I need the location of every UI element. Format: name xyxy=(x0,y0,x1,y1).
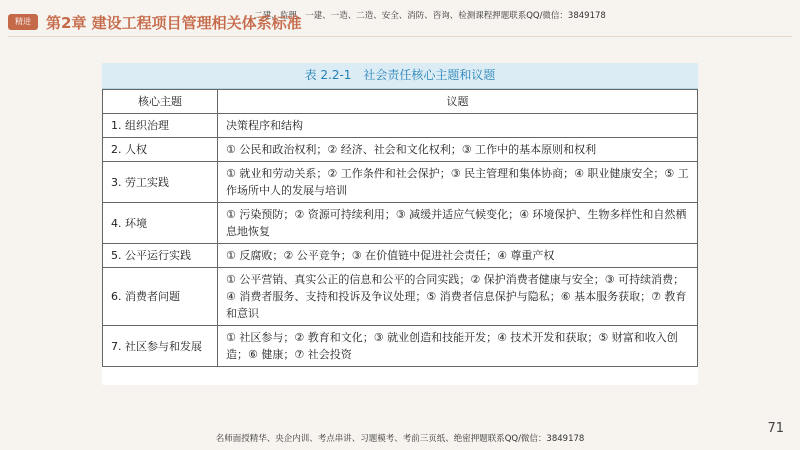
issues-cell: ① 污染预防；② 资源可持续利用；③ 减缓并适应气候变化；④ 环境保护、生物多样性和自然栖息地恢复 xyxy=(218,203,698,244)
topic-cell: 3. 劳工实践 xyxy=(103,162,218,203)
table-header-row xyxy=(103,90,698,114)
table-row xyxy=(103,138,698,162)
bottom-watermark: 名师面授精华、央企内训、考点串讲、习题模考、考前三页纸、绝密押题联系QQ/微信：3849178 xyxy=(215,434,585,444)
table-row xyxy=(103,114,698,138)
column-header-topic: 核心主题 xyxy=(103,90,218,114)
topic-cell: 2. 人权 xyxy=(103,138,218,162)
table-row xyxy=(103,203,698,244)
column-header-issues: 议题 xyxy=(218,90,698,114)
issues-cell: ① 公民和政治权利；② 经济、社会和文化权利；③ 工作中的基本原则和权利 xyxy=(218,138,698,162)
topic-cell: 1. 组织治理 xyxy=(103,114,218,138)
page-number: 71 xyxy=(767,421,784,436)
topic-cell: 4. 环境 xyxy=(103,203,218,244)
chapter-badge: 精进 xyxy=(8,14,38,30)
topic-cell: 6. 消费者问题 xyxy=(103,268,218,326)
issues-cell: ① 社区参与；② 教育和文化；③ 就业创造和技能开发；④ 技术开发和获取；⑤ 财富和收入创造；⑥ 健康；⑦ 社会投资 xyxy=(218,326,698,367)
table-row xyxy=(103,268,698,326)
topics-table xyxy=(102,89,698,367)
topic-cell: 5. 公平运行实践 xyxy=(103,244,218,268)
issues-cell: 决策程序和结构 xyxy=(218,114,698,138)
table-row xyxy=(103,326,698,367)
social-responsibility-table xyxy=(102,63,698,385)
table-caption: 表 2.2-1 社会责任核心主题和议题 xyxy=(102,63,698,89)
top-watermark: 二建、监理、一建、一造、二造、安全、消防、咨询、检测课程押题联系QQ/微信：3849178 xyxy=(254,11,606,21)
issues-cell: ① 就业和劳动关系；② 工作条件和社会保护；③ 民主管理和集体协商；④ 职业健康安全；⑤ 工作场所中人的发展与培训 xyxy=(218,162,698,203)
table-row xyxy=(103,244,698,268)
issues-cell: ① 公平营销、真实公正的信息和公平的合同实践；② 保护消费者健康与安全；③ 可持续消费；④ 消费者服务、支持和投诉及争议处理；⑤ 消费者信息保护与隐私；⑥ 基本服务获取；⑦ 教育和意识 xyxy=(218,268,698,326)
chapter-title: 第2章 建设工程项目管理相关体系标准 xyxy=(46,14,302,32)
issues-cell: ① 反腐败；② 公平竞争；③ 在价值链中促进社会责任；④ 尊重产权 xyxy=(218,244,698,268)
topic-cell: 7. 社区参与和发展 xyxy=(103,326,218,367)
header-divider xyxy=(8,36,792,37)
table-row xyxy=(103,162,698,203)
